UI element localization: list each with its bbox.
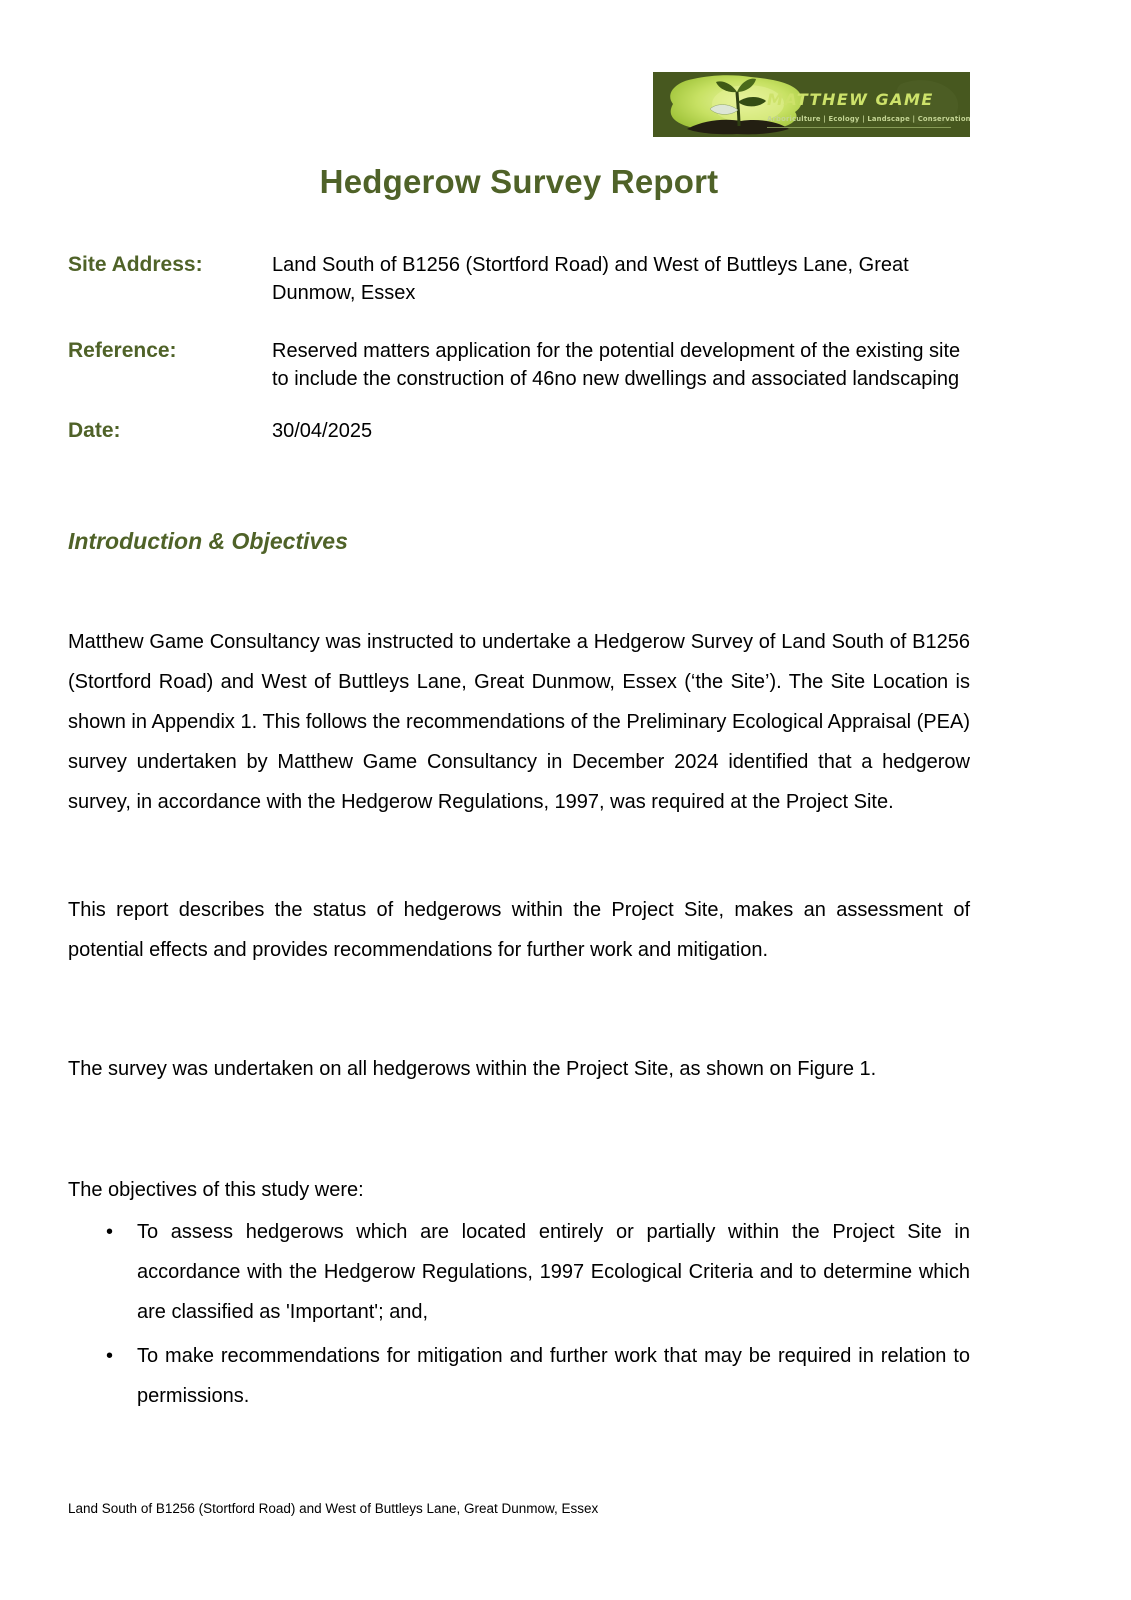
objective-item-recommend: • To make recommendations for mitigation and further work that may be required in relation to permissions.: [68, 1336, 970, 1416]
paragraph-report-scope: This report describes the status of hedgerows within the Project Site, makes an assessment of potential effects and provides recommendations for further work and mitigation.: [68, 899, 970, 961]
objective-item-assess: • To assess hedgerows which are located entirely or partially within the Project Site in accordance with the Hedgerow Regulations, 1997 Ecological Criteria and to determine which are classified as 'Important'; and,: [68, 1212, 970, 1332]
meta-block: [68, 251, 970, 445]
paragraph-intro: Matthew Game Consultancy was instructed to undertake a Hedgerow Survey of Land South of B1256 (Stortford Road) and West of Buttleys Lane, Great Dunmow, Essex (‘the Site’). The Site Location is shown in Appendix 1. This follows the recommendations of the Preliminary Ecological Appraisal (PEA) survey undertaken by Matthew Game Consultancy in December 2024 identified that a hedgerow survey, in accordance with the Hedgerow Regulations, 1997, was required at the Project Site.: [68, 631, 970, 813]
meta-row-reference: [68, 337, 970, 393]
logo-brand-text: MATTHEW GAME: [767, 90, 934, 109]
reference-value: Reserved matters application for the potential development of the existing site to include the construction of 46no new dwellings and associated landscaping: [272, 340, 961, 390]
site-address-value: Land South of B1256 (Stortford Road) and West of Buttleys Lane, Great Dunmow, Essex: [272, 254, 909, 304]
section-heading: Introduction & Objectives: [68, 528, 348, 554]
meta-row-date: [68, 417, 970, 445]
paragraph-survey-extent: The survey was undertaken on all hedgerows within the Project Site, as shown on Figure 1.: [68, 1058, 877, 1080]
objectives-list: [68, 1212, 970, 1416]
logo-tagline: Arboriculture | Ecology | Landscape | Conservation: [767, 115, 970, 123]
date-value: 30/04/2025: [272, 420, 373, 442]
site-address-label: Site Address:: [68, 253, 203, 276]
logo-graphic: [653, 72, 970, 137]
reference-label: Reference:: [68, 339, 177, 362]
date-label: Date:: [68, 419, 121, 442]
page-footer: Land South of B1256 (Stortford Road) and West of Buttleys Lane, Great Dunmow, Essex: [68, 1501, 599, 1516]
company-logo: [653, 72, 970, 137]
page-title: Hedgerow Survey Report: [319, 163, 719, 200]
paragraph-objectives-lead: The objectives of this study were:: [68, 1179, 364, 1201]
meta-row-site-address: [68, 251, 970, 307]
